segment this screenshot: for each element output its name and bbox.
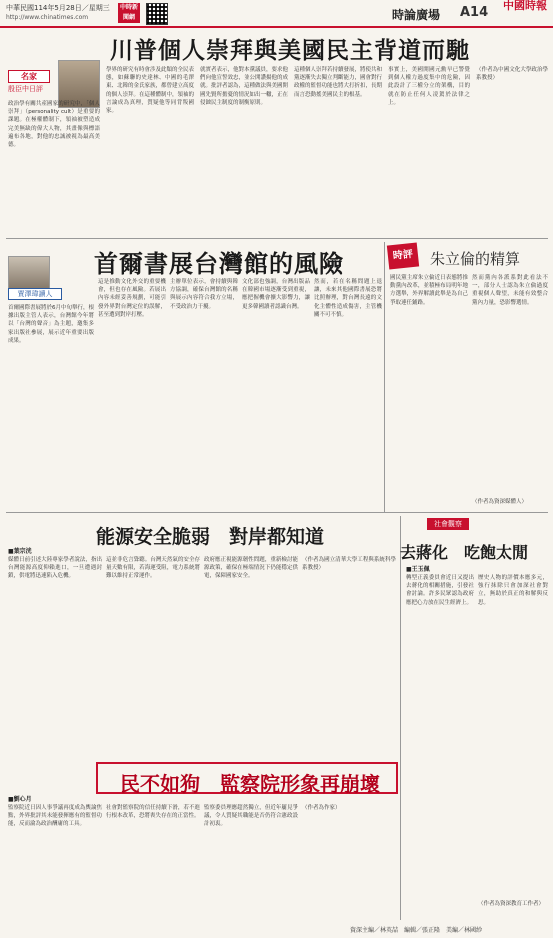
article6-col1: 監察院近日因人事爭議再度成為輿論焦點，外界批評其未能發揮應有的監督功能，反而淪為政治酬庸的工具。 [8, 805, 102, 828]
media-logo: 中時新聞網 [119, 4, 138, 21]
article4-col3: 政府應正視能源韌性問題，重新檢討能源政策，確保在極端情況下仍能穩定供電，保障國家安全。 [204, 557, 298, 580]
article6-col2: 社會對監察院的信任持續下滑，若不進行根本改革，恐將喪失存在的正當性。 [106, 805, 200, 820]
article1-col6: （作者為中國文化大學政治學系教授） [476, 67, 548, 82]
article2-col5: 然而，若在名稱問題上退讓，未來其他國際書展恐將比照辦理，對台灣長遠的文化主體性造成傷害，主管機關不可不慎。 [314, 279, 382, 318]
article1-title: 川普個人崇拜與美國民主背道而馳 [110, 37, 470, 64]
article4-col4: （作者為國立清華大學工程與系統科學系教授） [302, 557, 396, 572]
article2-title: 首爾書展台灣館的風險 [94, 249, 344, 278]
article2-author-label: 賈澤瑋讀人 [8, 288, 62, 300]
article1-col1: 政治學有關共產國家的研究中，「個人崇拜」（personality cult）是重要的課題。在極權體制下，領袖被塑造成完美無缺的偉大人物，其畫像與標語遍布各地，對他的忠誠被視為最高美德。 [8, 101, 100, 149]
article4-col1: 媒體日前引述大陸專家學者說法，指出台灣能源高度仰賴進口，一旦遭遇封鎖，供電將迅速陷入危機。 [8, 557, 102, 580]
article5-col1: 轉型正義委員會近日又提出去蔣化的相關措施，引發社會討論。許多民眾認為政府應把心力放在民生經濟上。 [406, 575, 474, 606]
issue-date: 中華民國114年5月28日／星期三 [6, 4, 110, 12]
article2-col4: 文化部也強調，台灣出版品在韓國市場逐漸受到重視，應把握機會擴大影響力，讓更多韓國讀者認識台灣。 [242, 279, 310, 310]
footer-credits: 資深主編／林英喆 編輯／張正隆 美編／林國紗 [350, 927, 483, 934]
masthead [0, 0, 553, 28]
article1-tag: 名家 [8, 70, 50, 83]
section-title: 時論廣場 [392, 8, 441, 22]
article3-title: 朱立倫的精算 [430, 250, 521, 268]
article1-col3: 就實者表示，他對本黨議員，要求他們向他宣誓效忠，並公開讚揚他的成就。批評者認為，這種做法與美國開國先賢所擔憂的情況如出一轍，正在侵蝕民主制度的制衡原則。 [200, 67, 288, 106]
page-number: A14 [460, 5, 489, 20]
article5-col3: （作者為資深教育工作者） [478, 901, 545, 907]
article4-byline: ■葉宗洸 [8, 548, 32, 555]
article2-col3: 主辦單位表示，會持續與韓方協調，確保台灣館的名稱與展示內容符合我方立場，不受政治力干擾。 [170, 279, 238, 310]
article1-col2: 學界的研究有時會涉及此類的全民表態，如蘇聯的史達林、中國的毛澤東、北韓的金氏家族，都曾建立高度的個人崇拜。在這種體制中，領袖的言論成為真理，質疑他等同背叛國家。 [106, 67, 194, 115]
article4-col2: 這並非危言聳聽。台灣天然氣的安全存量天數有限，若海運受阻，電力系統將難以維持正常運作。 [106, 557, 200, 580]
article1-col5: 事實上，美國開國元勳早已警覺到個人權力過度集中的危險，因此設計了三權分立的架構，目的就在防止任何人凌駕於法律之上。 [388, 67, 470, 106]
article6-byline: ■劉心月 [8, 796, 32, 803]
paper-logo: 中國時報 [503, 0, 547, 12]
social-observation-label: 社會觀察 [427, 518, 469, 530]
website-url[interactable]: http://www.chinatimes.com [6, 14, 89, 21]
article3-col3: （作者為資深媒體人） [472, 499, 528, 505]
article1-col4: 這種個人崇拜若持續發展，將使共和黨逐漸失去獨立判斷能力，國會對行政權的監督功能也將大打折扣，長期而言恐動搖美國民主的根基。 [294, 67, 382, 98]
qr-code-icon [146, 3, 168, 25]
article2-col1: 首爾國際書展將於6月中旬舉行，根據出版主管人表示，台灣館今年將以「台灣的聲音」為主題，邀集多家出版社參展，展示近年重要出版成果。 [8, 305, 94, 344]
article3-col2: 然而黨內各派系對此看法不一，部分人士認為朱立倫過度重視個人聲望，未能有效整合黨內力量，恐影響選情。 [472, 275, 548, 306]
divider [6, 238, 548, 239]
article2-col2: 這是推動文化外交的重要機會，但也存在風險。若展出內容未經妥善規劃，可能引發外界對台灣定位的誤解，甚至遭到對岸打壓。 [98, 279, 166, 318]
divider [6, 512, 548, 513]
article6-col4: （作者為作家） [302, 805, 341, 811]
article6-col3: 監察委員理應超然獨立，但近年屢見爭議，令人質疑其職能是否仍符合憲政設計初衷。 [204, 805, 298, 828]
article1-author-label: 殷臣中日評 [8, 85, 43, 93]
article3-col1: 國民黨主席朱立倫近日表態將推動黨內改革，並積極布局明年地方選舉，外界解讀此舉是為自己爭取連任鋪路。 [390, 275, 468, 306]
article5-col2: 歷史人物的評價本應多元，強行抹除只會加深社會對立，無助於真正的和解與反思。 [478, 575, 548, 606]
article5-title: 去蔣化 吃飽太閒 [400, 543, 529, 562]
article6-title: 民不如狗 監察院形象再崩壞 [120, 772, 380, 796]
article5-byline: ■王玉佩 [406, 566, 430, 573]
divider [400, 516, 401, 920]
article4-title: 能源安全脆弱 對岸都知道 [96, 526, 325, 548]
divider [384, 242, 385, 512]
commentary-badge: 時評 [387, 242, 419, 269]
